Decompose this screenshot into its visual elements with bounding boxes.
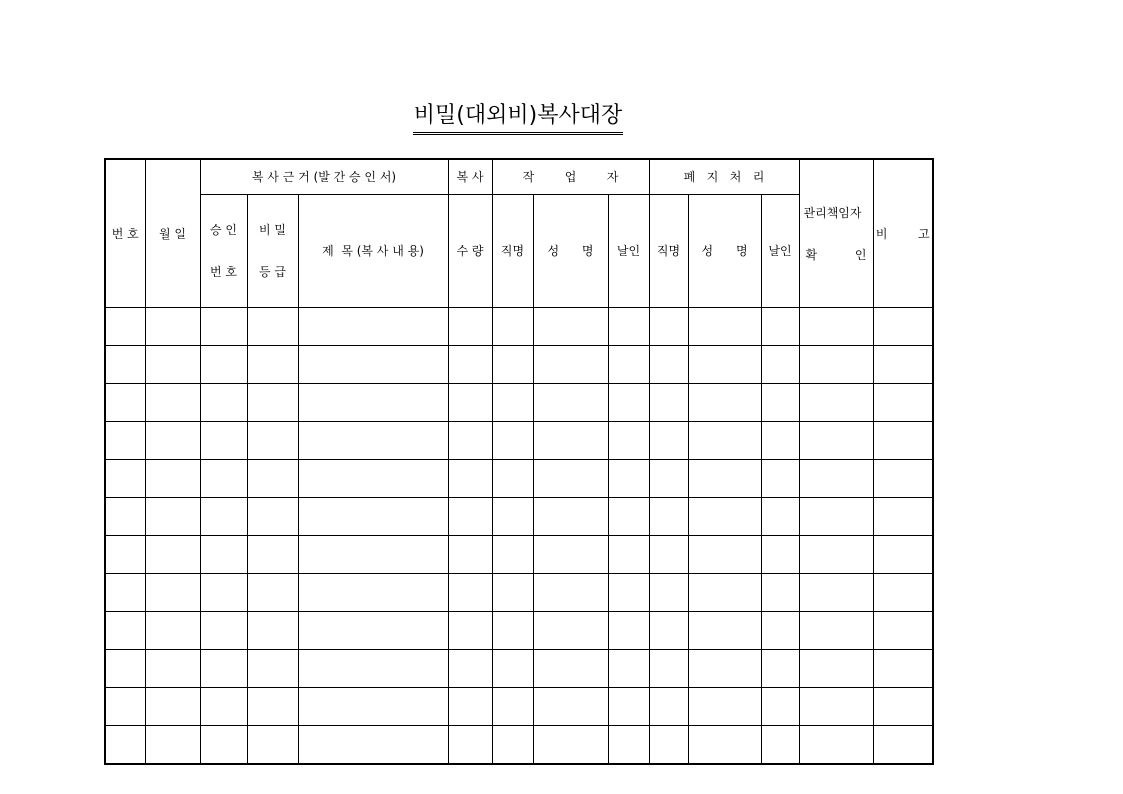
ledger-cell[interactable] [608,612,649,650]
ledger-cell[interactable] [688,346,761,384]
ledger-cell[interactable] [649,498,688,536]
ledger-cell[interactable] [873,498,933,536]
ledger-cell[interactable] [145,574,200,612]
ledger-cell[interactable] [688,650,761,688]
ledger-cell[interactable] [608,650,649,688]
ledger-cell[interactable] [688,574,761,612]
ledger-cell[interactable] [492,308,533,346]
ledger-cell[interactable] [200,498,247,536]
ledger-row [105,498,933,536]
ledger-cell[interactable] [105,422,145,460]
ledger-cell[interactable] [873,688,933,726]
ledger-cell[interactable] [608,308,649,346]
confirm-label-b: 인 [854,247,867,262]
ledger-row [105,422,933,460]
ledger-cell[interactable] [649,308,688,346]
ledger-cell[interactable] [105,574,145,612]
ledger-cell[interactable] [448,384,492,422]
ledger-cell[interactable] [298,688,448,726]
ledger-cell[interactable] [145,384,200,422]
ledger-cell[interactable] [799,612,873,650]
ledger-cell[interactable] [688,460,761,498]
header-worker-name: 성 명 [533,195,608,308]
ledger-cell[interactable] [247,498,298,536]
document-title: 비밀(대외비)복사대장 [0,102,1036,135]
header-disposal-position: 직명 [649,195,688,308]
ledger-cell[interactable] [492,384,533,422]
approval-no-line-2: 번 호 [210,265,237,279]
ledger-row [105,384,933,422]
header-worker-position: 직명 [492,195,533,308]
ledger-cell[interactable] [105,612,145,650]
ledger-cell[interactable] [761,650,799,688]
ledger-cell[interactable] [873,650,933,688]
ledger-cell[interactable] [608,422,649,460]
ledger-cell[interactable] [105,384,145,422]
ledger-cell[interactable] [533,422,608,460]
ledger-cell[interactable] [873,574,933,612]
ledger-cell[interactable] [533,726,608,765]
ledger-cell[interactable] [761,574,799,612]
ledger-cell[interactable] [247,308,298,346]
ledger-row [105,346,933,384]
ledger-cell[interactable] [688,308,761,346]
ledger-cell[interactable] [873,726,933,765]
ledger-cell[interactable] [799,422,873,460]
ledger-cell[interactable] [448,460,492,498]
ledger-cell[interactable] [200,574,247,612]
ledger-cell[interactable] [448,650,492,688]
ledger-cell[interactable] [873,384,933,422]
ledger-cell[interactable] [799,688,873,726]
header-copy-basis: 복 사 근 거 (발 간 승 인 서) [200,159,448,195]
ledger-row [105,308,933,346]
ledger-cell[interactable] [533,536,608,574]
ledger-cell[interactable] [200,536,247,574]
ledger-cell[interactable] [649,460,688,498]
header-disposal: 폐 지 처 리 [649,159,799,195]
ledger-cell[interactable] [649,726,688,765]
ledger-cell[interactable] [608,498,649,536]
ledger-cell[interactable] [298,536,448,574]
ledger-cell[interactable] [799,384,873,422]
ledger-cell[interactable] [105,308,145,346]
ledger-cell[interactable] [145,422,200,460]
ledger-cell[interactable] [799,346,873,384]
ledger-cell[interactable] [145,688,200,726]
header-subject: 제 목 (복 사 내 용) [298,195,448,308]
ledger-cell[interactable] [533,384,608,422]
ledger-cell[interactable] [247,650,298,688]
ledger-cell[interactable] [145,650,200,688]
ledger-cell[interactable] [688,536,761,574]
ledger-cell[interactable] [688,726,761,765]
ledger-cell[interactable] [873,308,933,346]
ledger-body [105,308,933,765]
ledger-cell[interactable] [649,574,688,612]
ledger-cell[interactable] [448,726,492,765]
ledger-cell[interactable] [145,498,200,536]
ledger-cell[interactable] [761,688,799,726]
ledger-cell[interactable] [688,498,761,536]
header-disposal-seal: 날인 [761,195,799,308]
ledger-cell[interactable] [145,726,200,765]
header-copy-qty-top: 복 사 [448,159,492,195]
ledger-cell[interactable] [492,612,533,650]
ledger-cell[interactable] [492,574,533,612]
ledger-cell[interactable] [608,726,649,765]
ledger-cell[interactable] [105,536,145,574]
ledger-cell[interactable] [492,688,533,726]
ledger-cell[interactable] [448,688,492,726]
ledger-cell[interactable] [247,460,298,498]
ledger-cell[interactable] [873,422,933,460]
header-remarks: 비 고 [873,159,933,308]
ledger-cell[interactable] [105,650,145,688]
ledger-cell[interactable] [761,346,799,384]
ledger-cell[interactable] [298,726,448,765]
ledger-row [105,650,933,688]
ledger-cell[interactable] [247,688,298,726]
ledger-cell[interactable] [105,688,145,726]
ledger-cell[interactable] [200,650,247,688]
ledger-cell[interactable] [761,308,799,346]
ledger-cell[interactable] [873,460,933,498]
ledger-cell[interactable] [688,612,761,650]
ledger-cell[interactable] [799,308,873,346]
ledger-row [105,612,933,650]
ledger-row [105,460,933,498]
ledger-cell[interactable] [145,612,200,650]
ledger-cell[interactable] [649,384,688,422]
ledger-cell[interactable] [448,536,492,574]
ledger-cell[interactable] [799,460,873,498]
ledger-cell[interactable] [448,346,492,384]
header-disposal-name: 성 명 [688,195,761,308]
ledger-cell[interactable] [200,384,247,422]
ledger-cell[interactable] [799,650,873,688]
ledger-cell[interactable] [448,498,492,536]
ledger-cell[interactable] [533,308,608,346]
ledger-cell[interactable] [298,612,448,650]
ledger-cell[interactable] [448,612,492,650]
secret-grade-line-1: 비 밀 [259,223,286,237]
confirm-label-a: 확 [805,247,818,262]
ledger-cell[interactable] [688,422,761,460]
ledger-cell[interactable] [761,726,799,765]
ledger-cell[interactable] [533,612,608,650]
manager-label: 관리책임자 [803,205,862,220]
ledger-row [105,688,933,726]
ledger-cell[interactable] [533,346,608,384]
ledger-cell[interactable] [247,346,298,384]
ledger-cell[interactable] [298,308,448,346]
ledger-cell[interactable] [608,384,649,422]
ledger-cell[interactable] [105,726,145,765]
ledger-cell[interactable] [533,574,608,612]
ledger-cell[interactable] [247,574,298,612]
ledger-cell[interactable] [200,460,247,498]
ledger-cell[interactable] [105,498,145,536]
ledger-cell[interactable] [799,536,873,574]
ledger-cell[interactable] [145,308,200,346]
ledger-cell[interactable] [448,308,492,346]
ledger-row [105,536,933,574]
ledger-cell[interactable] [448,574,492,612]
ledger-cell[interactable] [533,650,608,688]
ledger-cell[interactable] [608,536,649,574]
ledger-row [105,726,933,765]
ledger-cell[interactable] [761,612,799,650]
ledger-cell[interactable] [761,384,799,422]
ledger-cell[interactable] [608,574,649,612]
ledger-cell[interactable] [247,422,298,460]
ledger-cell[interactable] [608,346,649,384]
header-no: 번 호 [105,159,145,308]
ledger-cell[interactable] [649,346,688,384]
ledger-cell[interactable] [145,536,200,574]
ledger-cell[interactable] [298,384,448,422]
ledger-cell[interactable] [799,498,873,536]
ledger-cell[interactable] [608,688,649,726]
header-manager-confirm [799,159,873,308]
ledger-cell[interactable] [533,460,608,498]
header-approval-no [200,195,247,308]
ledger-cell[interactable] [761,460,799,498]
ledger-cell[interactable] [105,346,145,384]
ledger-cell[interactable] [492,650,533,688]
ledger-cell[interactable] [145,346,200,384]
ledger-cell[interactable] [298,346,448,384]
ledger-row [105,574,933,612]
ledger-cell[interactable] [247,536,298,574]
ledger-cell[interactable] [145,460,200,498]
header-worker: 작 업 자 [492,159,649,195]
ledger-cell[interactable] [200,422,247,460]
ledger-cell[interactable] [247,612,298,650]
ledger-cell[interactable] [649,688,688,726]
ledger-cell[interactable] [873,536,933,574]
ledger-cell[interactable] [873,346,933,384]
ledger-cell[interactable] [649,422,688,460]
ledger-cell[interactable] [298,650,448,688]
ledger-cell[interactable] [200,308,247,346]
header-worker-seal: 날인 [608,195,649,308]
ledger-cell[interactable] [688,384,761,422]
ledger-cell[interactable] [200,346,247,384]
ledger-cell[interactable] [200,612,247,650]
ledger-cell[interactable] [533,688,608,726]
ledger-cell[interactable] [761,536,799,574]
secret-grade-line-2: 등 급 [259,265,286,279]
ledger-cell[interactable] [761,498,799,536]
ledger-cell[interactable] [688,688,761,726]
header-secret-grade [247,195,298,308]
ledger-cell[interactable] [298,422,448,460]
copy-ledger-table [104,158,934,765]
ledger-cell[interactable] [873,612,933,650]
ledger-cell[interactable] [492,422,533,460]
ledger-cell[interactable] [649,612,688,650]
ledger-cell[interactable] [799,726,873,765]
approval-no-line-1: 승 인 [210,223,237,237]
ledger-cell[interactable] [533,498,608,536]
ledger-cell[interactable] [298,498,448,536]
ledger-cell[interactable] [492,536,533,574]
ledger-cell[interactable] [492,346,533,384]
header-date: 월 일 [145,159,200,308]
ledger-cell[interactable] [761,422,799,460]
ledger-cell[interactable] [608,460,649,498]
ledger-cell[interactable] [298,574,448,612]
ledger-cell[interactable] [492,726,533,765]
header-row-1 [105,159,933,195]
ledger-cell[interactable] [247,384,298,422]
ledger-cell[interactable] [649,536,688,574]
ledger-cell[interactable] [448,422,492,460]
header-copy-qty-bottom: 수 량 [448,195,492,308]
ledger-cell[interactable] [799,574,873,612]
ledger-cell[interactable] [649,650,688,688]
ledger-cell[interactable] [105,460,145,498]
ledger-cell[interactable] [200,688,247,726]
ledger-cell[interactable] [492,460,533,498]
ledger-cell[interactable] [200,726,247,765]
ledger-cell[interactable] [298,460,448,498]
ledger-cell[interactable] [492,498,533,536]
ledger-cell[interactable] [247,726,298,765]
